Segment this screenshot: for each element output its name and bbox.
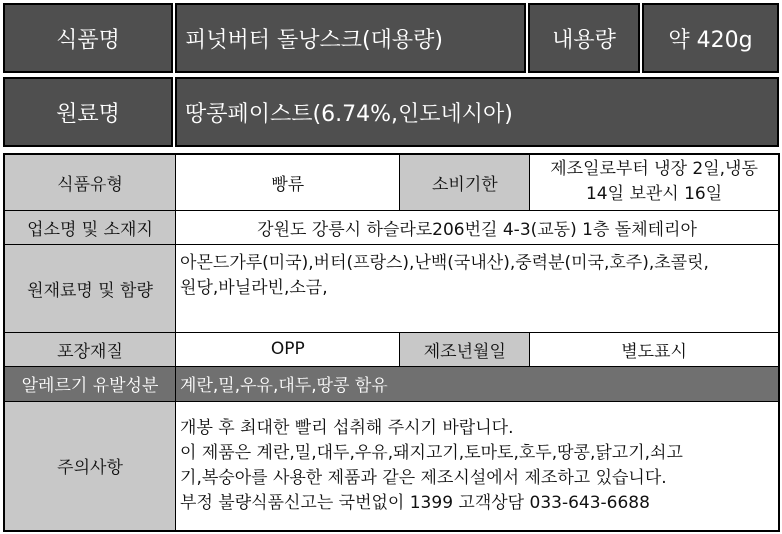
volume-value-text: 약 420g <box>668 27 753 53</box>
caution-label: 주의사항 <box>4 401 176 531</box>
mfg-date-label: 제조년월일 <box>400 332 530 366</box>
ingredient-label-text: 원료명 <box>56 101 120 127</box>
expiry-line: 14일 보관시 16일 <box>585 184 723 205</box>
volume-label <box>528 3 640 73</box>
packaging-value: OPP <box>176 332 400 366</box>
caution-line: 개봉 후 최대한 빨리 섭취해 주시기 바랍니다. <box>180 417 514 438</box>
caution-line: 이 제품은 계란,밀,대두,우유,돼지고기,토마토,호두,땅콩,닭고기,쇠고 <box>180 442 683 463</box>
caution-line: 기,복숭아를 사용한 제품과 같은 제조시설에서 제조하고 있습니다. <box>180 467 667 488</box>
table-row <box>4 332 779 366</box>
volume-value <box>642 3 779 73</box>
raw-material-value <box>176 244 779 332</box>
table-row <box>4 210 779 244</box>
allergy-value: 계란,밀,우유,대두,땅콩 함유 <box>176 366 779 401</box>
caution-value <box>176 401 779 531</box>
ingredient-value-text: 땅콩페이스트(6.74%,인도네시아) <box>185 101 513 127</box>
packaging-label: 포장재질 <box>4 332 176 366</box>
raw-material-line: 아몬드가루(미국),버터(프랑스),난백(국내산),중력분(미국,호주),초콜릿, <box>180 252 709 273</box>
food-type-label: 식품유형 <box>4 154 176 210</box>
allergy-label: 알레르기 유발성분 <box>4 366 176 401</box>
table-row <box>4 366 779 401</box>
expiry-value <box>530 154 779 210</box>
table-row <box>4 401 779 531</box>
table-row <box>4 244 779 332</box>
food-name-label-text: 식품명 <box>56 27 120 53</box>
business-value: 강원도 강릉시 하슬라로206번길 4-3(교동) 1층 돌체테리아 <box>176 210 779 244</box>
expiry-line: 제조일로부터 냉장 2일,냉동 <box>550 159 758 180</box>
expiry-label: 소비기한 <box>400 154 530 210</box>
volume-label-text: 내용량 <box>552 27 616 53</box>
table-row <box>4 154 779 210</box>
food-name-value-text: 피넛버터 돌낭스크(대용량) <box>185 27 443 53</box>
raw-material-line: 원당,바닐라빈,소금, <box>180 277 328 298</box>
raw-material-label: 원재료명 및 함량 <box>4 244 176 332</box>
food-name-label <box>3 3 173 73</box>
product-info-table <box>3 153 780 532</box>
mfg-date-value: 별도표시 <box>530 332 779 366</box>
caution-line: 부정 불량식품신고는 국번없이 1399 고객상담 033-643-6688 <box>180 492 650 513</box>
business-label: 업소명 및 소재지 <box>4 210 176 244</box>
ingredient-label <box>3 77 173 147</box>
ingredient-value <box>175 77 779 147</box>
food-type-value: 빵류 <box>176 154 400 210</box>
food-name-value <box>175 3 526 73</box>
